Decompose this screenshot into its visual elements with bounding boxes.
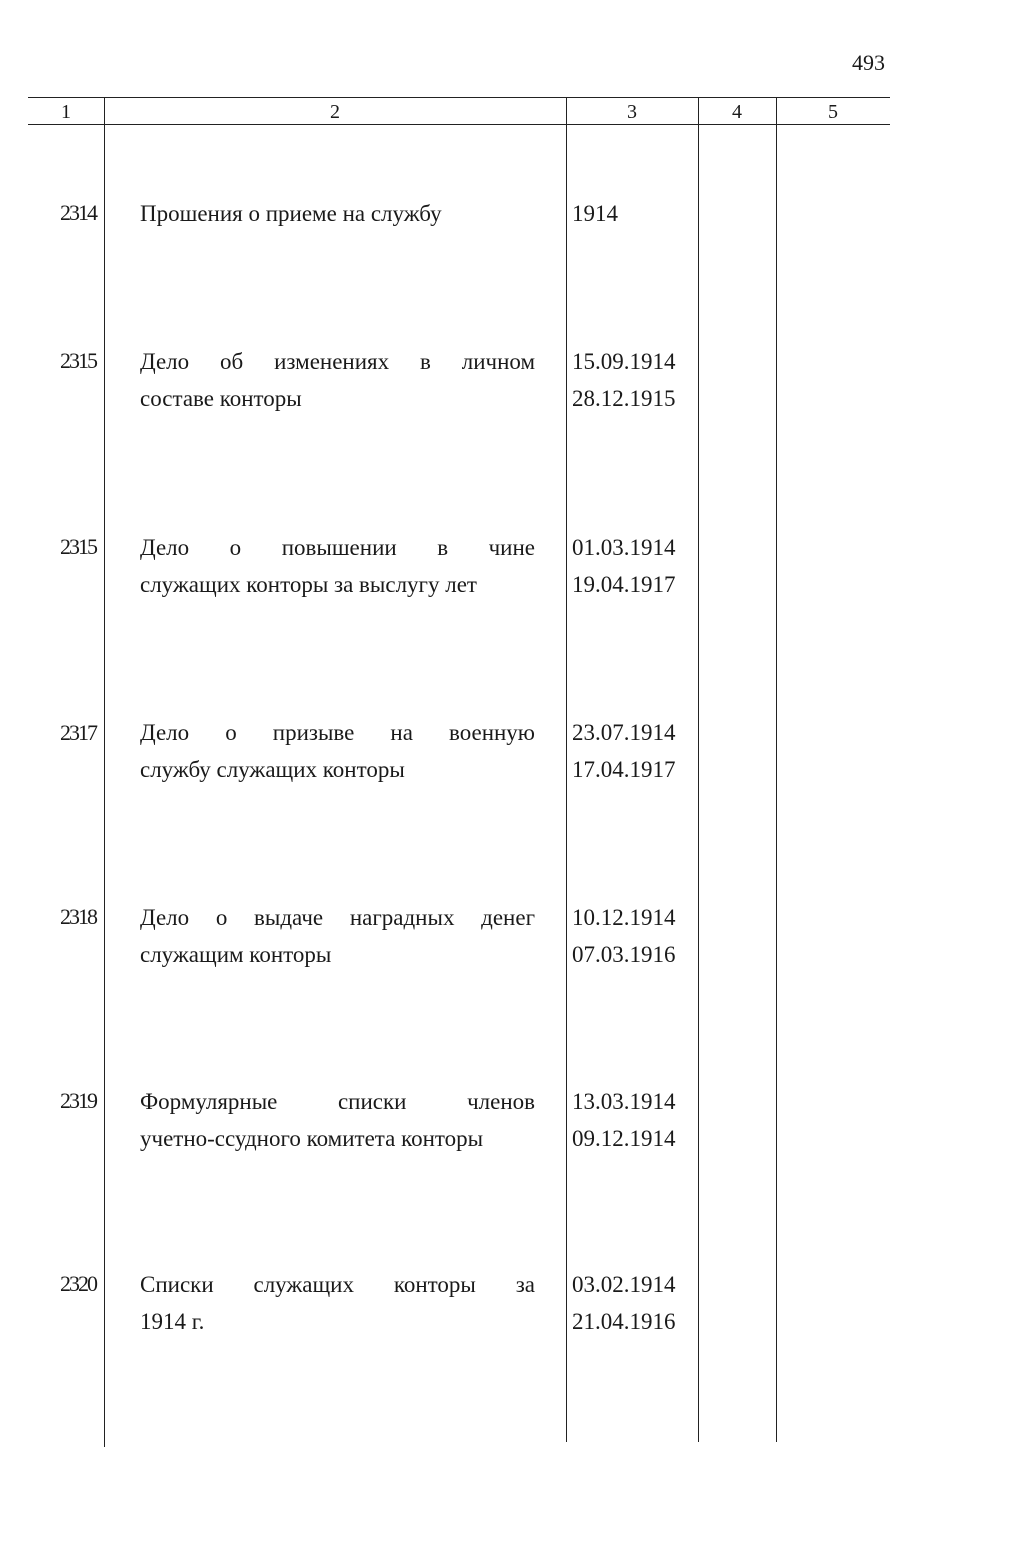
title-line: служащих конторы за выслугу лет: [140, 572, 477, 597]
date-start: 23.07.1914: [572, 720, 676, 745]
title-line: Списки служащих конторы за: [140, 1272, 535, 1297]
date-start: 13.03.1914: [572, 1089, 676, 1114]
date-end: 07.03.1916: [572, 942, 676, 967]
date-start: 15.09.1914: [572, 349, 676, 374]
title-line: учетно-ссудного комитета конторы: [140, 1126, 484, 1151]
date-start: 01.03.1914: [572, 535, 676, 560]
date-end: 28.12.1915: [572, 386, 676, 411]
date-end: 09.12.1914: [572, 1126, 676, 1151]
row-title: [140, 343, 535, 417]
title-line: составе конторы: [140, 386, 302, 411]
row-dates: [572, 714, 694, 788]
row-dates: [572, 1083, 694, 1157]
date-end: 19.04.1917: [572, 572, 676, 597]
row-dates: [572, 1266, 694, 1340]
title-line: Формулярные списки членов: [140, 1089, 535, 1114]
row-number: 2317: [60, 720, 96, 745]
header-bottom-rule: [28, 124, 890, 125]
column-divider-4: [776, 97, 777, 1442]
row-dates: [572, 343, 694, 417]
column-header-5: 5: [828, 101, 838, 123]
row-number: 2314: [60, 200, 96, 225]
date-start: 03.02.1914: [572, 1272, 676, 1297]
date-end: 17.04.1917: [572, 757, 676, 782]
column-divider-2: [566, 97, 567, 1442]
title-line: служащим конторы: [140, 942, 332, 967]
title-line: Дело о призыве на военную: [140, 720, 535, 745]
row-number: 2315: [60, 534, 96, 559]
row-dates: [572, 195, 694, 232]
row-number: 2315: [60, 348, 96, 373]
date-end: 21.04.1916: [572, 1309, 676, 1334]
date-start: 10.12.1914: [572, 905, 676, 930]
column-header-2: 2: [330, 101, 340, 123]
row-title: [140, 195, 535, 232]
row-dates: [572, 899, 694, 973]
title-line: Дело об изменениях в личном: [140, 349, 535, 374]
row-title: [140, 1083, 535, 1157]
row-title: [140, 714, 535, 788]
title-line: службу служащих конторы: [140, 757, 405, 782]
date-start: 1914: [572, 201, 618, 226]
row-title: [140, 1266, 535, 1340]
column-header-4: 4: [732, 101, 742, 123]
row-number: 2319: [60, 1088, 96, 1113]
title-line: Дело о выдаче наградных денег: [140, 905, 535, 930]
row-dates: [572, 529, 694, 603]
page-number: 493: [852, 50, 885, 75]
column-divider-1: [104, 97, 105, 1447]
row-number: 2318: [60, 904, 96, 929]
title-line: Прошения о приеме на службу: [140, 201, 442, 226]
column-header-3: 3: [627, 101, 637, 123]
row-number: 2320: [60, 1271, 96, 1296]
row-title: [140, 899, 535, 973]
title-line: Дело о повышении в чине: [140, 535, 535, 560]
title-line: 1914 г.: [140, 1309, 205, 1334]
table-top-rule: [28, 97, 890, 98]
column-header-1: 1: [61, 101, 71, 123]
column-divider-3: [698, 97, 699, 1442]
row-title: [140, 529, 535, 603]
